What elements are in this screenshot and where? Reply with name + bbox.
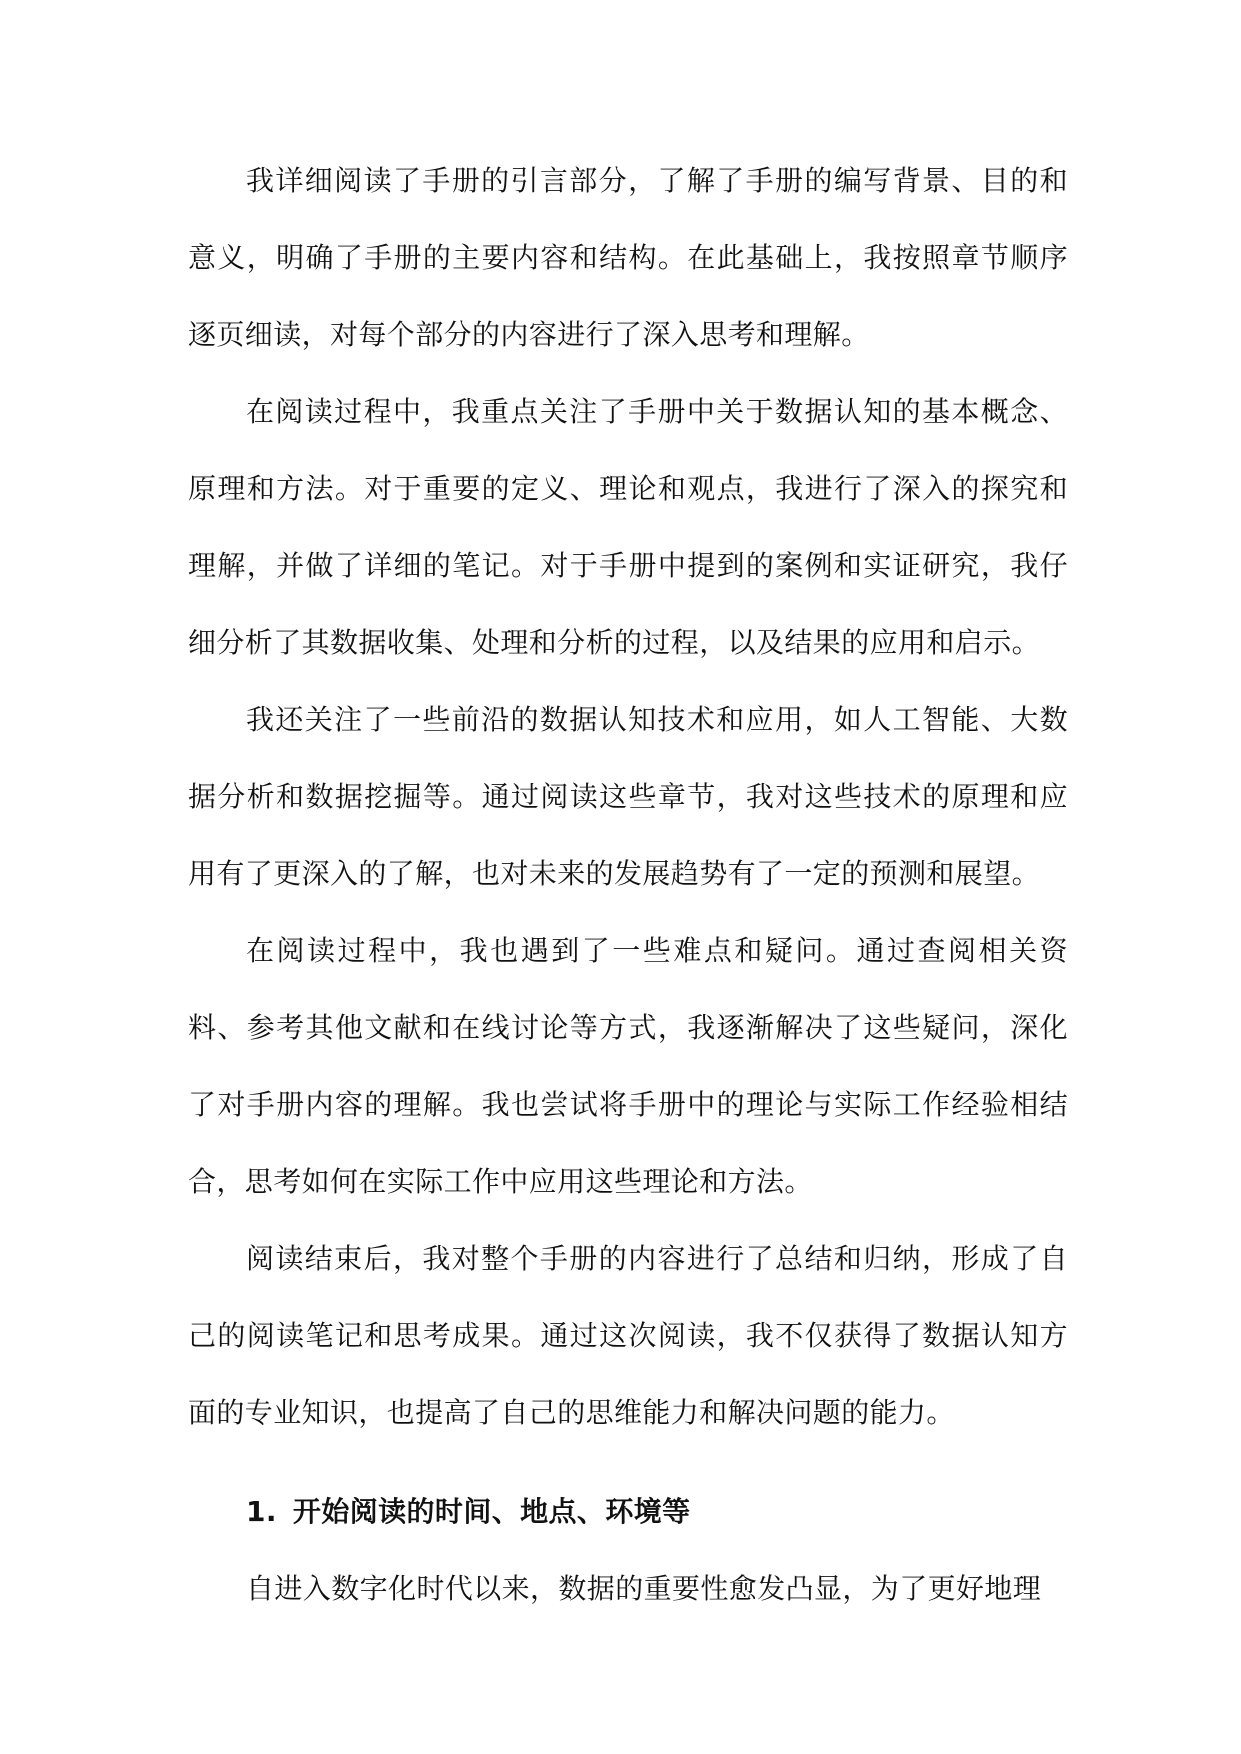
paragraph-3: 我还关注了一些前沿的数据认知技术和应用，如人工智能、大数据分析和数据挖掘等。通过阅读这些章节，我对这些技术的原理和应用有了更深入的了解，也对未来的发展趋势有了一定的预测和展望。 xyxy=(188,703,1068,890)
document-body xyxy=(188,142,1068,1627)
paragraph-4: 在阅读过程中，我也遇到了一些难点和疑问。通过查阅相关资料、参考其他文献和在线讨论等方式，我逐渐解决了这些疑问，深化了对手册内容的理解。我也尝试将手册中的理论与实际工作经验相结合，思考如何在实际工作中应用这些理论和方法。 xyxy=(188,934,1068,1198)
section-title: 开始阅读的时间、地点、环境等 xyxy=(292,1495,691,1528)
paragraph-2: 在阅读过程中，我重点关注了手册中关于数据认知的基本概念、原理和方法。对于重要的定义、理论和观点，我进行了深入的探究和理解，并做了详细的笔记。对于手册中提到的案例和实证研究，我仔细分析了其数据收集、处理和分析的过程，以及结果的应用和启示。 xyxy=(188,395,1068,659)
paragraph-5: 阅读结束后，我对整个手册的内容进行了总结和归纳，形成了自己的阅读笔记和思考成果。通过这次阅读，我不仅获得了数据认知方面的专业知识，也提高了自己的思维能力和解决问题的能力。 xyxy=(188,1242,1068,1429)
section-paragraph: 自进入数字化时代以来，数据的重要性愈发凸显，为了更好地理 xyxy=(246,1572,1042,1605)
paragraph-1: 我详细阅读了手册的引言部分，了解了手册的编写背景、目的和意义，明确了手册的主要内容和结构。在此基础上，我按照章节顺序逐页细读，对每个部分的内容进行了深入思考和理解。 xyxy=(188,164,1068,351)
section-number: 1. xyxy=(246,1495,277,1528)
section-heading xyxy=(188,1473,1068,1550)
